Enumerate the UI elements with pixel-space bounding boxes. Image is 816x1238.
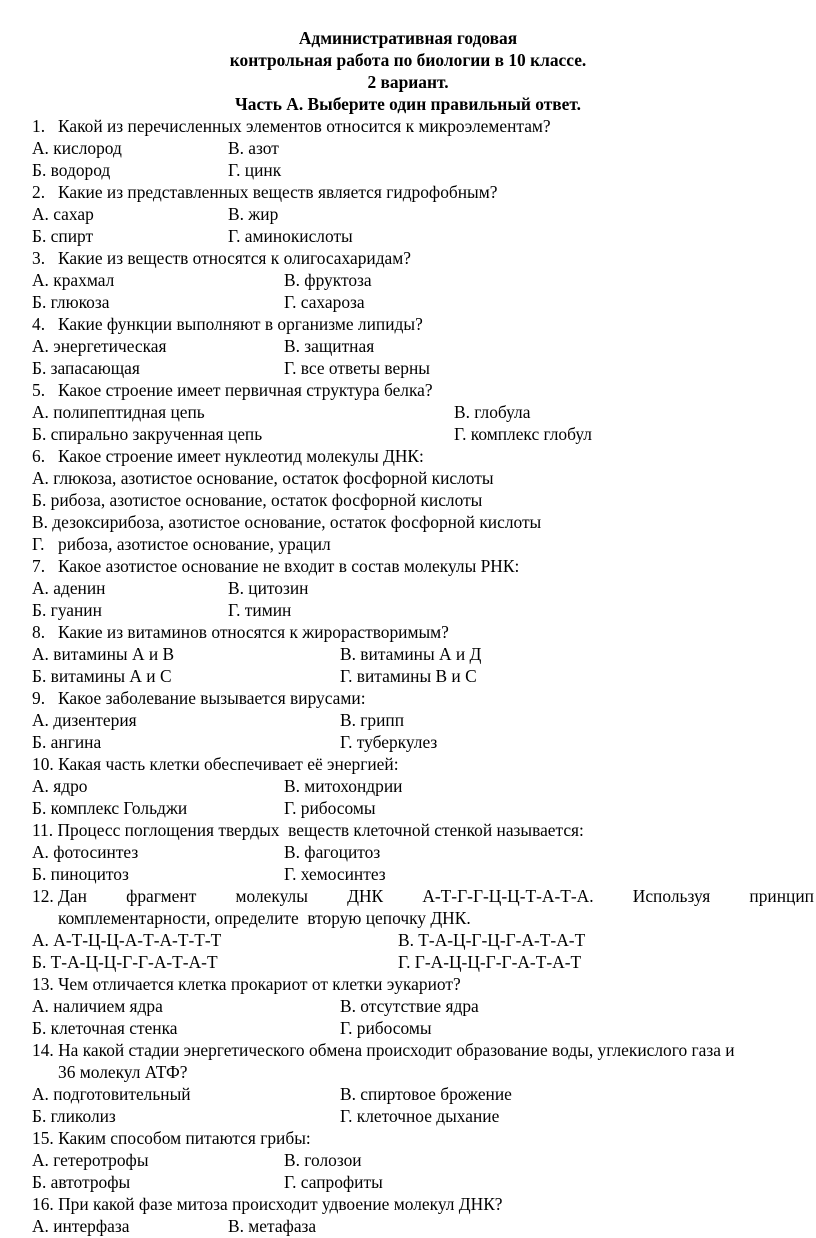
section-heading: Часть А. Выберите один правильный ответ.	[235, 94, 581, 114]
answer-a: А. дизентерия	[32, 710, 137, 730]
question-number: 10.	[32, 754, 54, 774]
question-number: 15.	[32, 1128, 54, 1148]
question-number: 3.	[32, 248, 46, 268]
answer-b: Б. спирально закрученная цепь	[32, 424, 263, 444]
question-4	[32, 314, 423, 334]
answer-g: Г. Г-А-Ц-Ц-Г-Г-А-Т-А-Т	[398, 952, 582, 972]
title-line-1: Административная годовая	[298, 28, 518, 48]
question-number: 2.	[32, 182, 46, 202]
question-12-number: 12.	[32, 886, 54, 906]
answer-b: Б. клеточная стенка	[32, 1018, 178, 1038]
answer-b: Б. комплекс Гольджи	[32, 798, 188, 818]
answer-v: В. защитная	[284, 336, 375, 356]
question-14-text-cont: 36 молекул АТФ?	[58, 1062, 188, 1082]
answer-g: Г. аминокислоты	[228, 226, 353, 246]
title-line-3: 2 вариант.	[367, 72, 449, 92]
answer-g-letter: Г.	[32, 534, 45, 554]
answer-a: А. гетеротрофы	[32, 1150, 149, 1170]
question-number: 14.	[32, 1040, 54, 1060]
answer-a: А. интерфаза	[32, 1216, 130, 1236]
question-12-text-cont: комплементарности, определите вторую цепочку ДНК.	[58, 908, 471, 928]
answer-a: А. полипептидная цепь	[32, 402, 205, 422]
answer-a: А. А-Т-Ц-Ц-А-Т-А-Т-Т-Т	[32, 930, 222, 950]
answer-g: Г. цинк	[228, 160, 282, 180]
question-text: Какие из веществ относятся к олигосахаридам?	[58, 248, 411, 268]
question-5	[32, 380, 433, 400]
answer-g: Г. хемосинтез	[284, 864, 386, 884]
answer-v: В. глобула	[454, 402, 531, 422]
answer-g: Г. тимин	[228, 600, 292, 620]
question-11	[32, 820, 584, 840]
answer-a: А. фотосинтез	[32, 842, 139, 862]
question-number: 7.	[32, 556, 46, 576]
answer-a: А. наличием ядра	[32, 996, 163, 1016]
answer-b: Б. пиноцитоз	[32, 864, 129, 884]
question-1	[32, 116, 551, 136]
question-3	[32, 248, 411, 268]
question-text: На какой стадии энергетического обмена происходит образование воды, углекислого газа и	[58, 1040, 735, 1060]
answer-v: В. цитозин	[228, 578, 309, 598]
answer-v: В. спиртовое брожение	[340, 1084, 512, 1104]
answer-a: А. кислород	[32, 138, 122, 158]
answer-g: Г. туберкулез	[340, 732, 438, 752]
answer-b: Б. витамины А и С	[32, 666, 172, 686]
answer-a: А. энергетическая	[32, 336, 167, 356]
question-text: Какой из перечисленных элементов относится к микроэлементам?	[58, 116, 551, 136]
answer-b: Б. ангина	[32, 732, 102, 752]
question-number: 16.	[32, 1194, 54, 1214]
question-text: Какая часть клетки обеспечивает её энергией:	[58, 754, 399, 774]
question-text: Каким способом питаются грибы:	[58, 1128, 311, 1148]
answer-g: Г. сахароза	[284, 292, 365, 312]
answer-v: В. митохондрии	[284, 776, 403, 796]
answer-b: Б. автотрофы	[32, 1172, 131, 1192]
question-8	[32, 622, 449, 642]
question-text: Процесс поглощения твердых веществ клеточной стенкой называется:	[57, 820, 584, 840]
answer-a: А. подготовительный	[32, 1084, 191, 1104]
question-text: Какое заболевание вызывается вирусами:	[58, 688, 366, 708]
answer-a: А. ядро	[32, 776, 88, 796]
question-number: 4.	[32, 314, 46, 334]
question-14	[32, 1040, 735, 1060]
answer-v: В. Т-А-Ц-Г-Ц-Г-А-Т-А-Т	[398, 930, 586, 950]
answer-a: А. глюкоза, азотистое основание, остаток фосфорной кислоты	[32, 468, 494, 488]
question-number: 5.	[32, 380, 46, 400]
answer-g: Г. витамины В и С	[340, 666, 477, 686]
question-text: Чем отличается клетка прокариот от клетки эукариот?	[58, 974, 461, 994]
answer-a: А. сахар	[32, 204, 94, 224]
question-16	[32, 1194, 503, 1214]
question-6	[32, 446, 424, 466]
answer-g: Г. комплекс глобул	[454, 424, 592, 444]
question-2	[32, 182, 497, 202]
question-text: Какое строение имеет нуклеотид молекулы ДНК:	[58, 446, 424, 466]
question-text: Какие функции выполняют в организме липиды?	[58, 314, 423, 334]
question-text: Какое азотистое основание не входит в состав молекулы РНК:	[58, 556, 520, 576]
answer-v: В. грипп	[340, 710, 405, 730]
question-number: 6.	[32, 446, 46, 466]
question-12-text: Дан фрагмент молекулы ДНК А-Т-Г-Г-Ц-Ц-Т-А-Т-А. Используя принцип	[58, 886, 814, 906]
question-text: Какие из витаминов относятся к жирорастворимым?	[58, 622, 449, 642]
question-number: 8.	[32, 622, 46, 642]
question-text: При какой фазе митоза происходит удвоение молекул ДНК?	[58, 1194, 503, 1214]
answer-g: рибоза, азотистое основание, урацил	[58, 534, 331, 554]
answer-g: Г. клеточное дыхание	[340, 1106, 500, 1126]
question-13	[32, 974, 461, 994]
answer-g: Г. все ответы верны	[284, 358, 430, 378]
answer-v: В. фруктоза	[284, 270, 372, 290]
title-line-2: контрольная работа по биологии в 10 классе.	[229, 50, 587, 70]
answer-b: Б. запасающая	[32, 358, 140, 378]
question-number: 11.	[32, 820, 54, 840]
question-15	[32, 1128, 311, 1148]
answer-a: А. аденин	[32, 578, 106, 598]
question-number: 9.	[32, 688, 46, 708]
answer-b: Б. водород	[32, 160, 111, 180]
answer-b: Б. гуанин	[32, 600, 102, 620]
answer-a: А. крахмал	[32, 270, 115, 290]
answer-v: В. отсутствие ядра	[340, 996, 479, 1016]
answer-b: Б. рибоза, азотистое основание, остаток фосфорной кислоты	[32, 490, 483, 510]
answer-b: Б. гликолиз	[32, 1106, 116, 1126]
answer-b: Б. Т-А-Ц-Ц-Г-Г-А-Т-А-Т	[32, 952, 218, 972]
answer-g: Г. сапрофиты	[284, 1172, 383, 1192]
answer-b: Б. глюкоза	[32, 292, 110, 312]
question-10	[32, 754, 399, 774]
answer-v: В. дезоксирибоза, азотистое основание, остаток фосфорной кислоты	[32, 512, 542, 532]
answer-b: Б. спирт	[32, 226, 94, 246]
answer-v: В. голозои	[284, 1150, 362, 1170]
answer-v: В. витамины А и Д	[340, 644, 482, 664]
answer-v: В. азот	[228, 138, 279, 158]
answer-g: Г. рибосомы	[284, 798, 376, 818]
question-number: 13.	[32, 974, 54, 994]
answer-v: В. метафаза	[228, 1216, 317, 1236]
question-number: 1.	[32, 116, 46, 136]
question-text: Какие из представленных веществ является гидрофобным?	[58, 182, 498, 202]
answer-g: Г. рибосомы	[340, 1018, 432, 1038]
question-7	[32, 556, 519, 576]
answer-a: А. витамины А и В	[32, 644, 175, 664]
question-text: Какое строение имеет первичная структура белка?	[58, 380, 433, 400]
question-9	[32, 688, 366, 708]
answer-v: В. жир	[228, 204, 279, 224]
answer-v: В. фагоцитоз	[284, 842, 381, 862]
